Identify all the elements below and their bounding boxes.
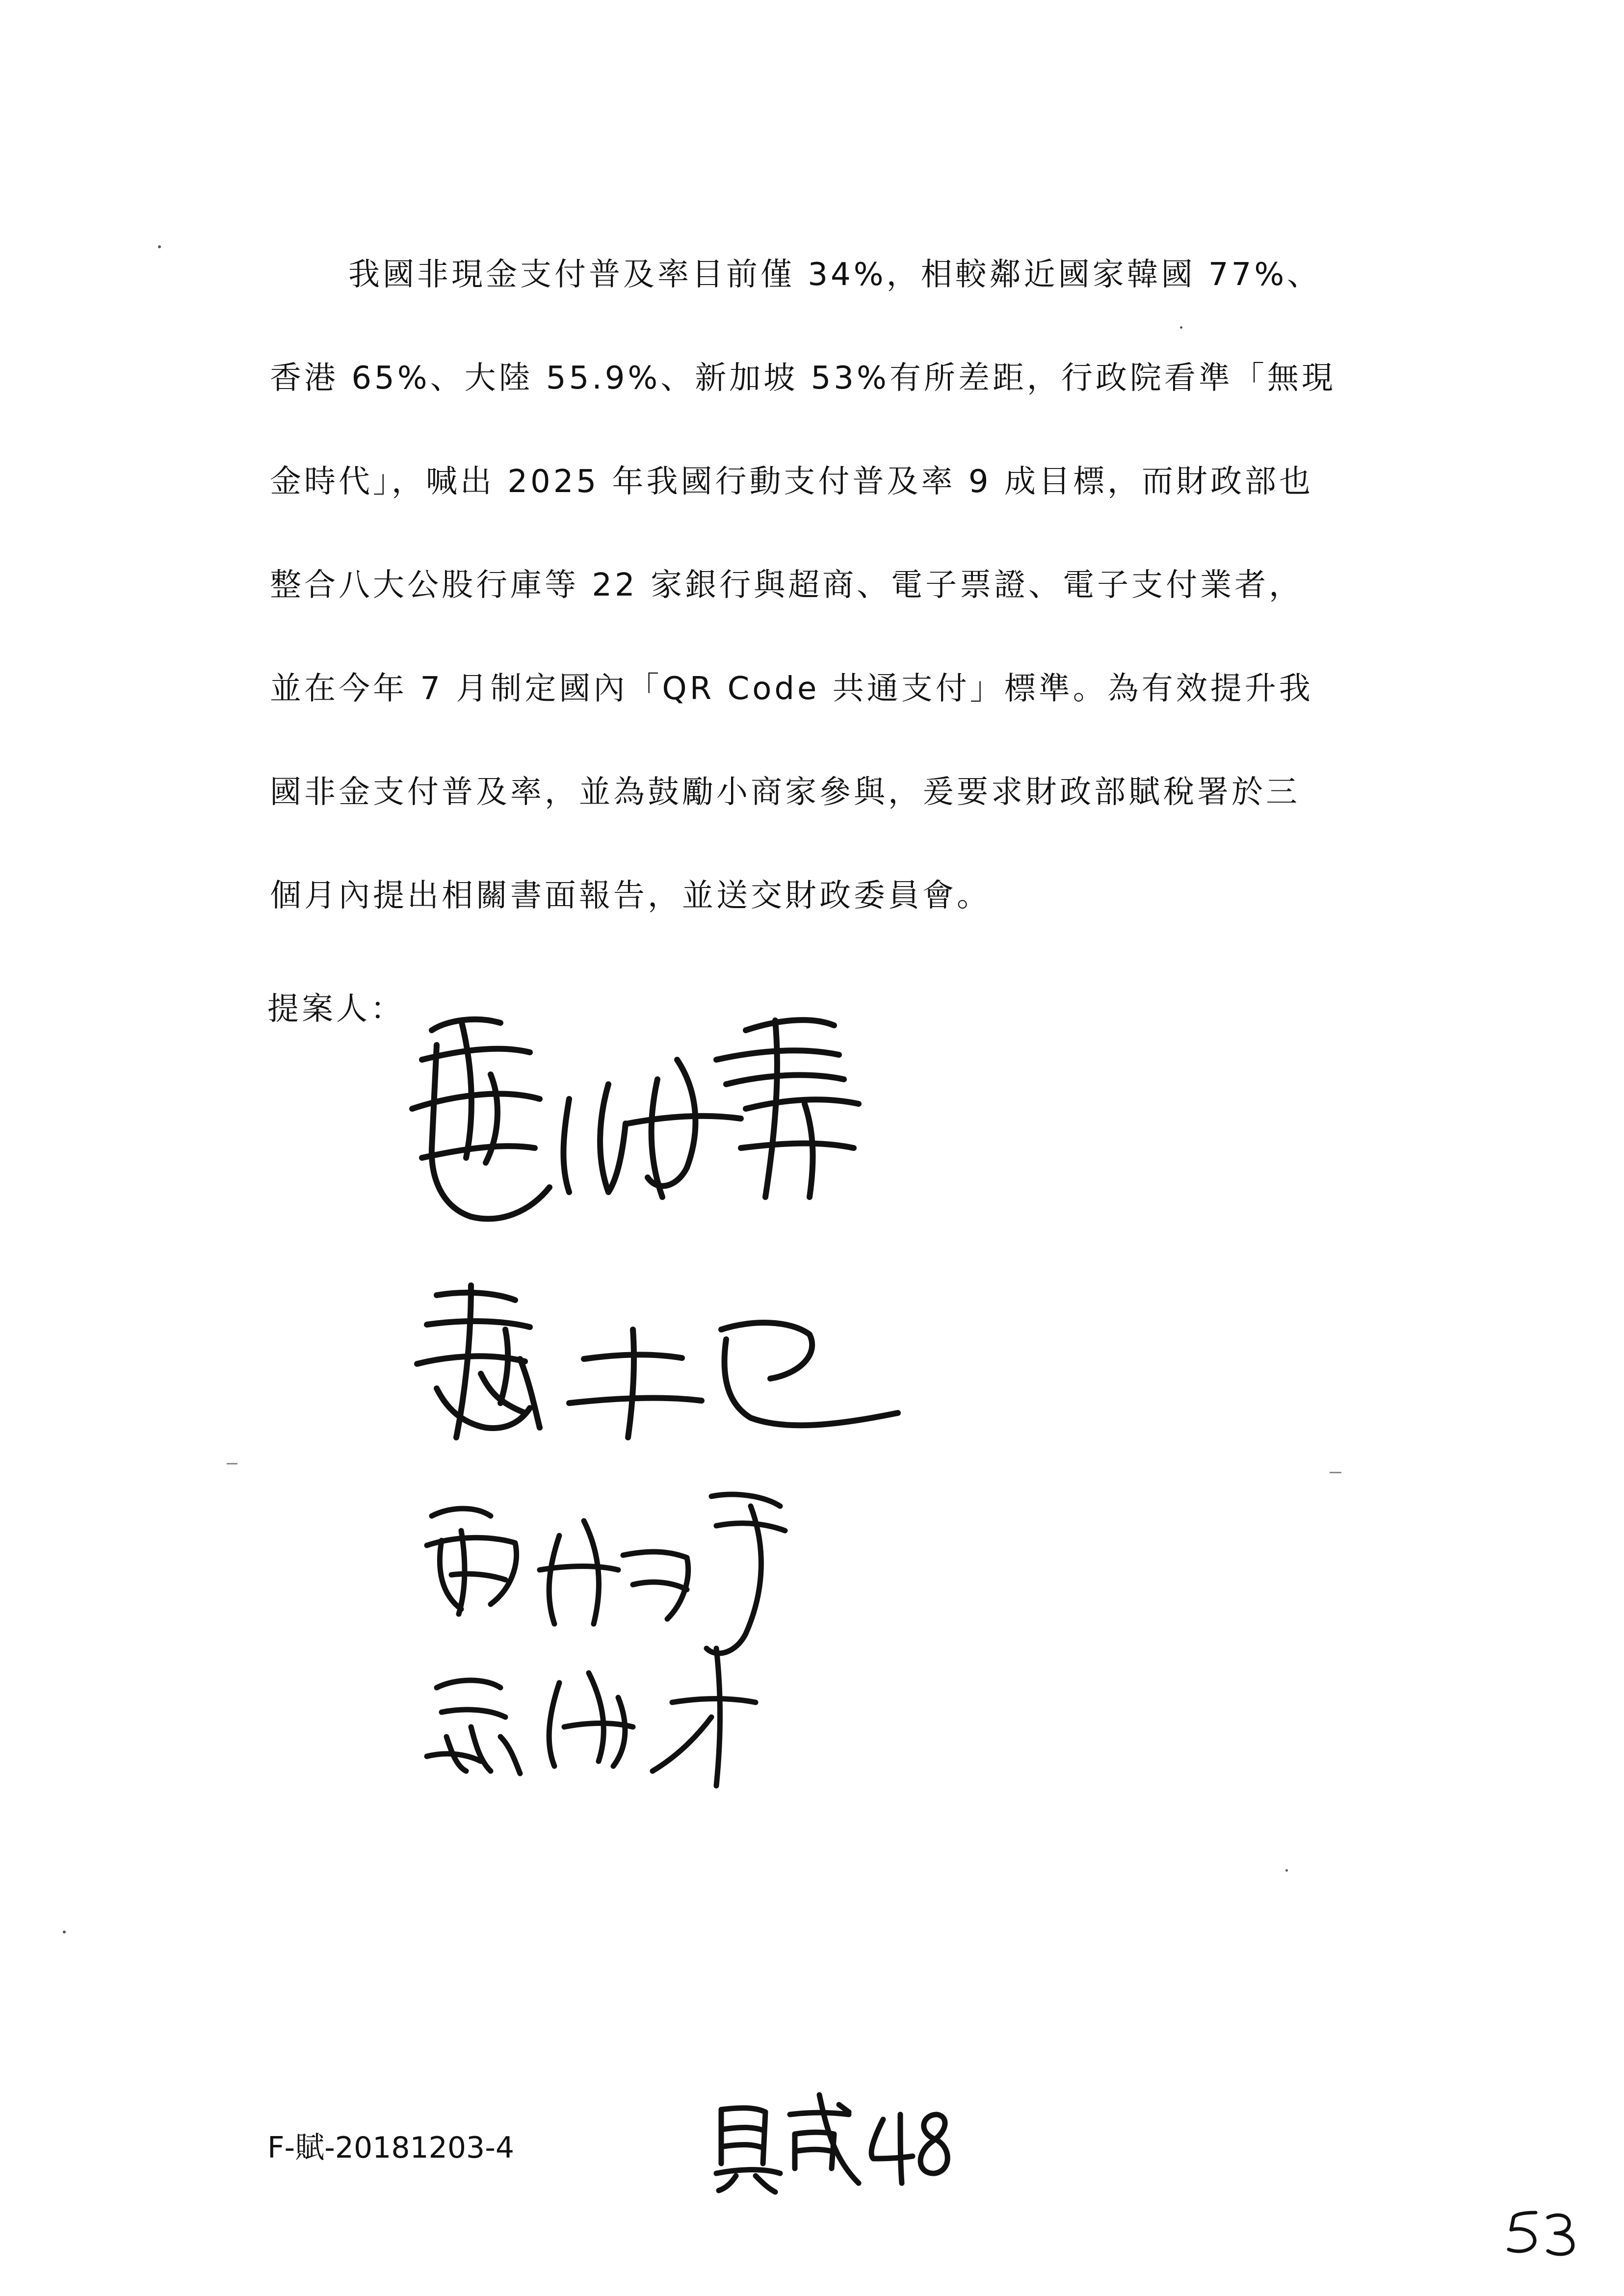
scan-speck [63,1931,66,1933]
motion-body-paragraph [270,223,1413,948]
paragraph-line: 金時代」，喊出 2025 年我國行動支付普及率 9 成目標，而財政部也 [270,464,1313,500]
scan-mark [1330,1472,1341,1473]
paragraph-line: 國非金支付普及率，並為鼓勵小商家參與，爰要求財政部賦稅署於三 [270,774,1300,810]
handwritten-signature [402,1001,942,1256]
handwritten-signature [412,1477,814,1663]
paragraph-line: 並在今年 7 月制定國內「QR Code 共通支付」標準。為有效提升我 [270,671,1313,707]
handwritten-signature [407,1276,922,1472]
form-code: F-賦-20181203-4 [267,2131,515,2165]
paragraph-line: 香港 65%、大陸 55.9%、新加坡 53%有所差距，行政院看準「無現 [270,360,1336,396]
handwritten-page-number [1501,2203,1590,2262]
scan-mark [227,1463,237,1464]
scan-speck [158,245,161,248]
proposer-label: 提案人： [267,991,405,1027]
scan-speck [1285,1869,1288,1872]
handwritten-signature [417,1639,800,1796]
paragraph-line: 我國非現金支付普及率目前僅 34%，相較鄰近國家韓國 77%、 [348,257,1322,293]
paragraph-line: 整合八大公股行庫等 22 家銀行與超商、電子票證、電子支付業者， [270,567,1304,603]
paragraph-line: 個月內提出相關書面報告，並送交財政委員會。 [270,878,991,914]
handwritten-stamp [707,2085,962,2198]
